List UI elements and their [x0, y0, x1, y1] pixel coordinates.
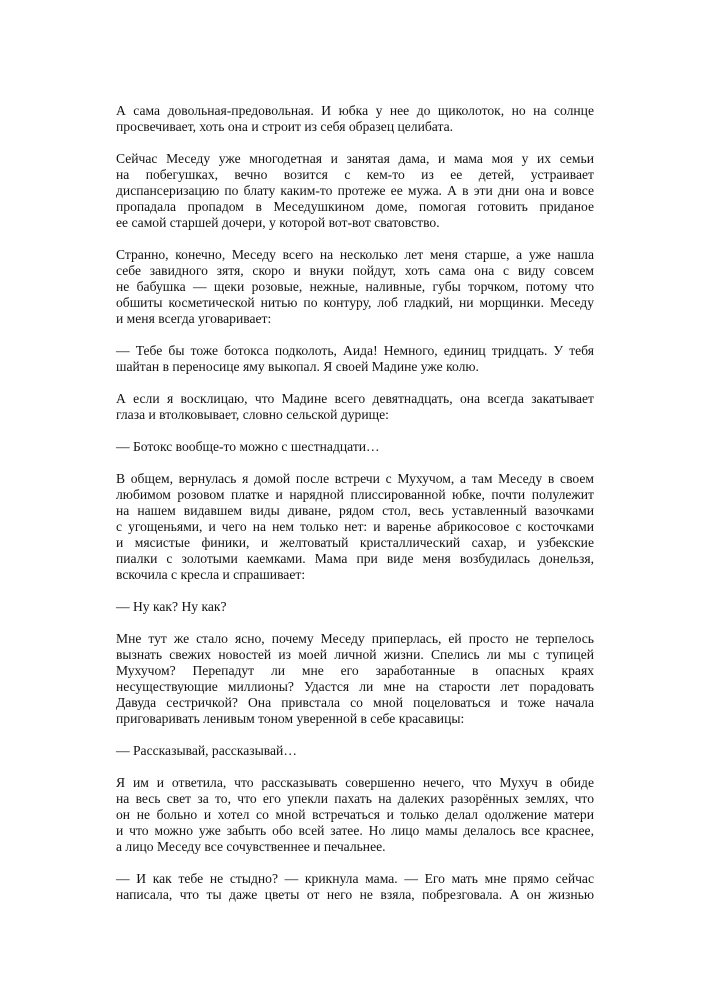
text-line: и что можно уже забыть обо всей затее. Но лицо мамы делалось все краснее, — [116, 823, 594, 838]
text-line: ее самой старшей дочери, у которой вот-вот сватовство. — [116, 215, 440, 230]
paragraph — [116, 247, 594, 327]
text-line: Мне тут же стало ясно, почему Меседу приперлась, ей просто не терпелось — [116, 631, 594, 646]
paragraph — [116, 775, 594, 855]
text-line: на нашем видавшем виды диване, рядом стол, весь уставленный вазочками — [116, 503, 594, 518]
text-line: — Ну как? Ну как? — [116, 599, 227, 614]
text-line: обшиты косметической нитью по контуру, лоб гладкий, ни морщинки. Меседу — [116, 295, 594, 310]
text-line: глаза и втолковывает, словно сельской дурище: — [116, 407, 389, 422]
text-line: любимом розовом платке и нарядной плиссированной юбке, почти полулежит — [116, 487, 594, 502]
text-line: и меня всегда уговаривает: — [116, 311, 272, 326]
text-line: — Тебе бы тоже ботокса подколоть, Аида! Немного, единиц тридцать. У тебя — [116, 343, 594, 358]
paragraph — [116, 471, 594, 583]
text-line: вызнать свежих новостей из моей личной жизни. Спелись ли мы с тупицей — [116, 647, 594, 662]
text-line: — И как тебе не стыдно? — крикнула мама. — Его мать мне прямо сейчас — [116, 871, 594, 886]
text-line: шайтан в переносице яму выкопал. Я своей Мадине уже колю. — [116, 359, 479, 374]
text-line: Давуда сестричкой? Она привстала со мной поцеловаться и тоже начала — [116, 695, 594, 710]
text-line: вскочила с кресла и спрашивает: — [116, 567, 306, 582]
text-line: А если я восклицаю, что Мадине всего девятнадцать, она всегда закатывает — [116, 391, 594, 406]
text-line: приговаривать ленивым тоном уверенной в себе красавицы: — [116, 711, 465, 726]
text-line: написала, что ты даже цветы от него не взяла, побрезговала. А он жизнью — [116, 887, 594, 902]
paragraph — [116, 151, 594, 231]
text-line: и мясистые финики, и желтоватый кристаллический сахар, и узбекские — [116, 535, 594, 550]
text-line: с угощеньями, и чего на нем только нет: и варенье абрикосовое с косточками — [116, 519, 594, 534]
text-line: несуществующие миллионы? Удастся ли мне на старости лет порадовать — [116, 679, 594, 694]
text-line: не бабушка — щеки розовые, нежные, наливные, губы торчком, потому что — [116, 279, 594, 294]
text-line: — Рассказывай, рассказывай… — [116, 743, 297, 758]
document-page — [116, 103, 594, 919]
text-line: а лицо Меседу все сочувственнее и печальнее. — [116, 839, 386, 854]
text-line: А сама довольная-предовольная. И юбка у нее до щиколоток, но на солнце — [116, 103, 594, 118]
paragraph — [116, 103, 594, 135]
text-line: Я им и ответила, что рассказывать совершенно нечего, что Мухуч в обиде — [116, 775, 594, 790]
paragraph — [116, 871, 594, 903]
paragraph — [116, 391, 594, 423]
text-line: он не больно и хотел со мной встречаться и только делал одолжение матери — [116, 807, 594, 822]
paragraph — [116, 743, 594, 759]
text-line: В общем, вернулась я домой после встречи с Мухучом, а там Меседу в своем — [116, 471, 594, 486]
paragraph — [116, 343, 594, 375]
text-line: пиалки с золотыми каемками. Мама при виде меня возбудилась донельзя, — [116, 551, 594, 566]
text-line: пропадала пропадом в Меседушкином доме, помогая готовить приданое — [116, 199, 594, 214]
text-line: Мухучом? Перепадут ли мне его заработанные в опасных краях — [116, 663, 594, 678]
text-line: Сейчас Меседу уже многодетная и занятая дама, и мама моя у их семьи — [116, 151, 594, 166]
text-line: просвечивает, хоть она и строит из себя образец целибата. — [116, 119, 453, 134]
text-line: на побегушках, вечно возится с кем-то из ее детей, устраивает — [116, 167, 594, 182]
text-line: диспансеризацию по блату каким-то протеже ее мужа. А в эти дни она и вовсе — [116, 183, 594, 198]
paragraph — [116, 439, 594, 455]
text-line: Странно, конечно, Меседу всего на несколько лет меня старше, а уже нашла — [116, 247, 594, 262]
text-line: себе завидного зятя, скоро и внуки пойдут, хоть сама она с виду совсем — [116, 263, 594, 278]
paragraph — [116, 599, 594, 615]
text-line: на весь свет за то, что его упекли пахать на далеких разорённых землях, что — [116, 791, 594, 806]
text-line: — Ботокс вообще-то можно с шестнадцати… — [116, 439, 380, 454]
paragraph — [116, 631, 594, 727]
